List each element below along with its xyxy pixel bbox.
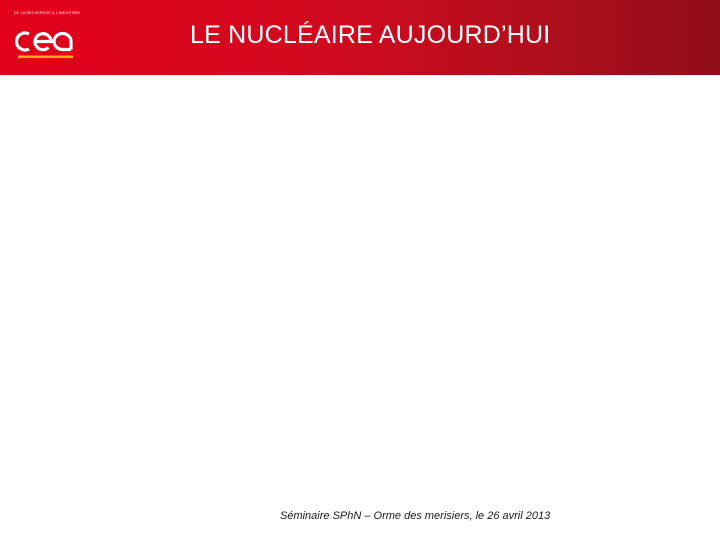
cea-logo-icon: [14, 20, 80, 62]
slide-content-area: [0, 75, 720, 500]
logo-tagline: DE LA RECHERCHE À L’INDUSTRIE: [14, 11, 81, 15]
cea-logo: [14, 10, 80, 62]
footer-text: Séminaire SPhN – Orme des merisiers, le 26 avril 2013: [280, 510, 551, 522]
header-band: [0, 0, 720, 75]
slide-title: LE NUCLÉAIRE AUJOURD’HUI: [190, 21, 551, 49]
